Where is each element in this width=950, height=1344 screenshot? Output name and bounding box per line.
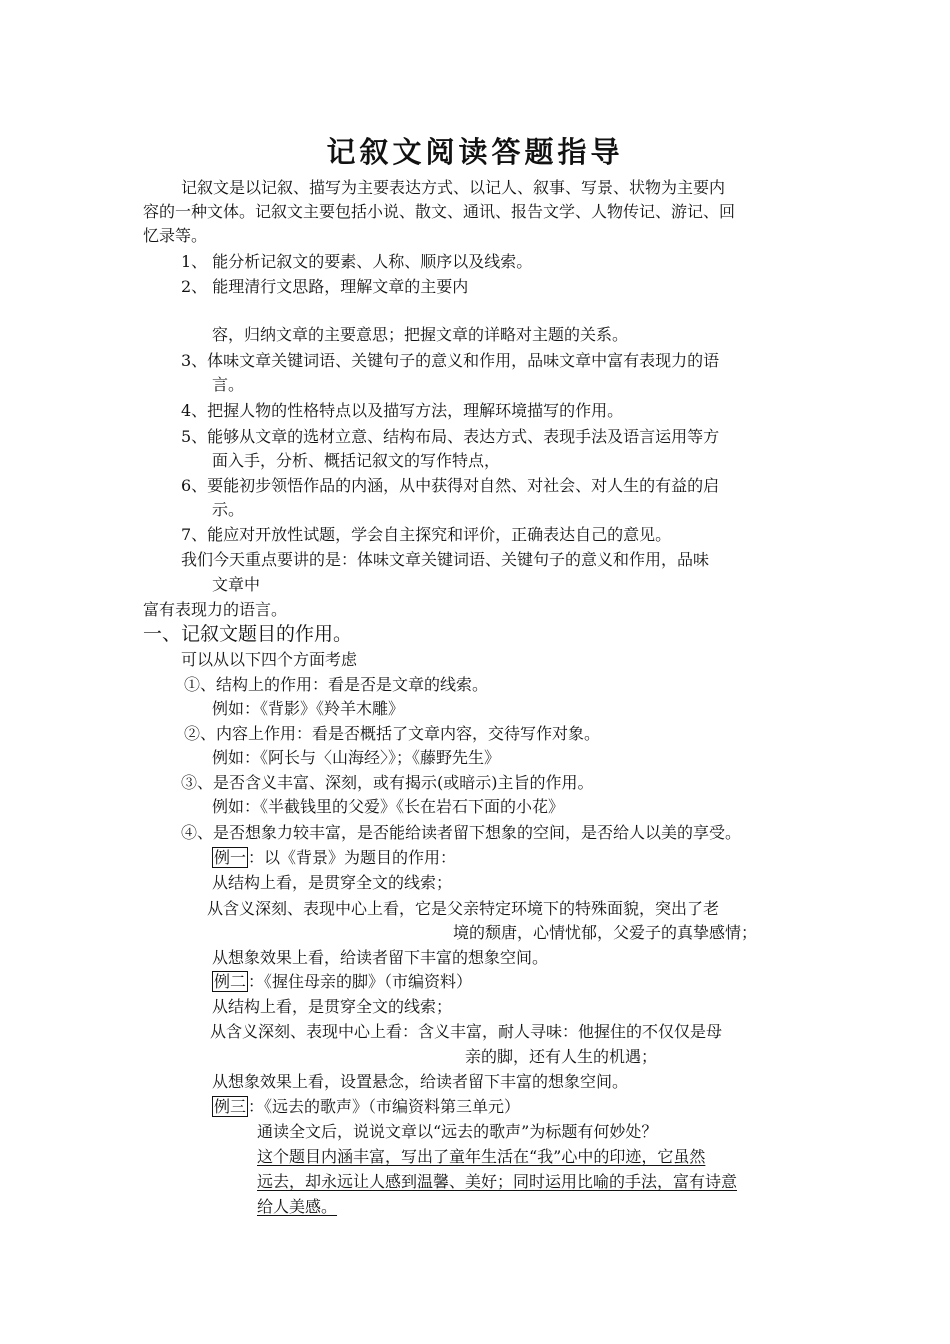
- example-3-label: 例三: [214, 1097, 247, 1116]
- page-title: 记叙文阅读答题指导: [326, 135, 624, 169]
- example-1-line: 从含义深刻、表现中心上看，它是父亲特定环境下的特殊面貌，突出了老: [207, 899, 720, 918]
- point-item: ③、是否含义丰富、深刻，或有揭示(或暗示)主旨的作用。: [181, 773, 594, 792]
- goal-item: 容，归纳文章的主要意思；把握文章的详略对主题的关系。: [212, 325, 629, 344]
- example-1-label: 例一: [214, 848, 247, 867]
- example-2-label: 例二: [214, 972, 247, 991]
- example-3-answer: 远去，却永远让人感到温馨、美好；同时运用比喻的手法，富有诗意: [257, 1172, 738, 1191]
- point-item: ④、是否想象力较丰富，是否能给读者留下想象的空间，是否给人以美的享受。: [181, 823, 742, 842]
- example-1-heading: [212, 846, 456, 870]
- point-example: 例如：《半截钱里的父爱》《长在岩石下面的小花》: [212, 797, 565, 816]
- goal-item: 6、要能初步领悟作品的内涵，从中获得对自然、对社会、对人生的有益的启: [181, 476, 720, 495]
- example-2-title: ：《握住母亲的脚》（市编资料）: [248, 972, 473, 991]
- point-item: ①、结构上的作用：看是否是文章的线索。: [184, 675, 489, 694]
- intro-line: 记叙文是以记叙、描写为主要表达方式、以记人、叙事、写景、状物为主要内: [181, 178, 726, 197]
- goal-item: 4、把握人物的性格特点以及描写方法，理解环境描写的作用。: [181, 401, 624, 420]
- point-example: 例如：《阿长与〈山海经〉》；《藤野先生》: [212, 748, 501, 767]
- example-3-title: ：《远去的歌声》（市编资料第三单元）: [248, 1097, 521, 1116]
- goal-item: 言。: [212, 375, 245, 394]
- example-3-answer: 这个题目内涵丰富，写出了童年生活在“我”心中的印迹，它虽然: [257, 1147, 706, 1166]
- goal-item: 示。: [212, 500, 245, 519]
- goal-item: 3、体味文章关键词语、关键句子的意义和作用，品味文章中富有表现力的语: [181, 351, 720, 370]
- goal-item: 面入手，分析、概括记叙文的写作特点，: [212, 451, 501, 470]
- example-1-title: ：以《背景》为题目的作用：: [248, 848, 457, 867]
- example-1-line: 从想象效果上看，给读者留下丰富的想象空间。: [212, 948, 549, 967]
- example-2-line: 从结构上看，是贯穿全文的线索；: [212, 997, 453, 1016]
- example-2-line: 从想象效果上看，设置悬念，给读者留下丰富的想象空间。: [212, 1072, 629, 1091]
- section-heading: 一、记叙文题目的作用。: [143, 623, 353, 645]
- goal-item: 5、能够从文章的选材立意、结构布局、表达方式、表现手法及语言运用等方: [181, 427, 720, 446]
- point-item: ②、内容上作用：看是否概括了文章内容，交待写作对象。: [184, 724, 601, 743]
- example-1-line: 境的颓唐，心情忧郁，父爱子的真挚感情；: [453, 923, 758, 942]
- example-3-heading: [212, 1095, 520, 1119]
- section-subtitle: 可以从以下四个方面考虑: [181, 650, 358, 669]
- goal-item: 7、能应对开放性试题，学会自主探究和评价，正确表达自己的意见。: [181, 525, 672, 544]
- example-2-line: 亲的脚，还有人生的机遇；: [465, 1047, 658, 1066]
- focus-line: 我们今天重点要讲的是：体味文章关键词语、关键句子的意义和作用，品味: [181, 550, 710, 569]
- intro-line: 容的一种文体。记叙文主要包括小说、散文、通讯、报告文学、人物传记、游记、回: [143, 202, 736, 221]
- focus-line: 文章中: [212, 575, 261, 594]
- example-3-question: 通读全文后，说说文章以“远去的歌声”为标题有何妙处？: [257, 1122, 658, 1141]
- example-3-answer: 给人美感。: [257, 1197, 338, 1216]
- intro-line: 忆录等。: [143, 226, 208, 245]
- point-example: 例如：《背影》《羚羊木雕》: [212, 699, 405, 718]
- example-1-line: 从结构上看，是贯穿全文的线索；: [212, 873, 453, 892]
- example-2-heading: [212, 970, 472, 994]
- goal-item: 1、 能分析记叙文的要素、人称、顺序以及线索。: [181, 252, 533, 271]
- focus-line: 富有表现力的语言。: [143, 600, 288, 619]
- example-2-line: 从含义深刻、表现中心上看：含义丰富，耐人寻味：他握住的不仅仅是母: [210, 1022, 723, 1041]
- goal-item: 2、 能理清行文思路，理解文章的主要内: [181, 277, 469, 296]
